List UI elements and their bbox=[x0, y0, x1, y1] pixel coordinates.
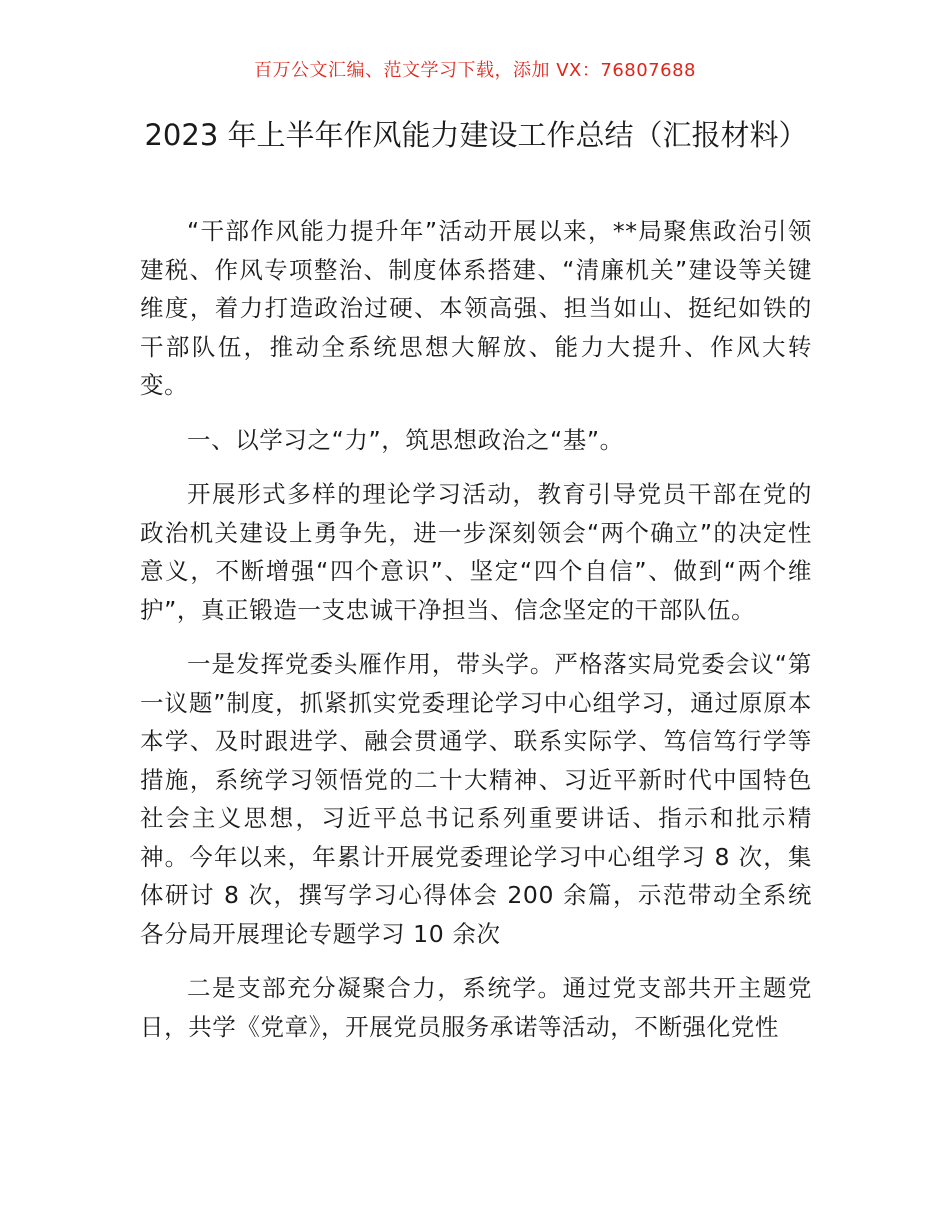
document-body bbox=[140, 212, 812, 1062]
paragraph-intro: “干部作风能力提升年”活动开展以来，**局聚焦政治引领建税、作风专项整治、制度体系搭建、“清廉机关”建设等关键维度，着力打造政治过硬、本领高强、担当如山、挺纪如铁的干部队伍，推动全系统思想大解放、能力大提升、作风大转变。 bbox=[140, 217, 812, 399]
document-title: 2023 年上半年作风能力建设工作总结（汇报材料） bbox=[144, 118, 808, 152]
header-watermark-note: 百万公文汇编、范文学习下载，添加 VX：76807688 bbox=[254, 60, 696, 81]
paragraph-study-activities: 开展形式多样的理论学习活动，教育引导党员干部在党的政治机关建设上勇争先，进一步深刻领会“两个确立”的决定性意义，不断增强“四个意识”、坚定“四个自信”、做到“两个维护”，真正锻造一支忠诚干净担当、信念坚定的干部队伍。 bbox=[140, 480, 812, 624]
paragraph-party-committee: 一是发挥党委头雁作用，带头学。严格落实局党委会议“第一议题”制度，抓紧抓实党委理论学习中心组学习，通过原原本本学、及时跟进学、融会贯通学、联系实际学、笃信笃行学等措施，系统学习领悟党的二十大精神、习近平新时代中国特色社会主义思想，习近平总书记系列重要讲话、指示和批示精神。今年以来，年累计开展党委理论学习中心组学习 8 次，集体研讨 8 次，撰写学习心得体会 200 余篇，示范带动全系统各分局开展理论专题学习 10 余次 bbox=[140, 650, 812, 948]
paragraph-branch: 二是支部充分凝聚合力，系统学。通过党支部共开主题党日，共学《党章》，开展党员服务承诺等活动，不断强化党性 bbox=[140, 974, 812, 1041]
section-heading-1: 一、以学习之“力”，筑思想政治之“基”。 bbox=[187, 425, 624, 454]
